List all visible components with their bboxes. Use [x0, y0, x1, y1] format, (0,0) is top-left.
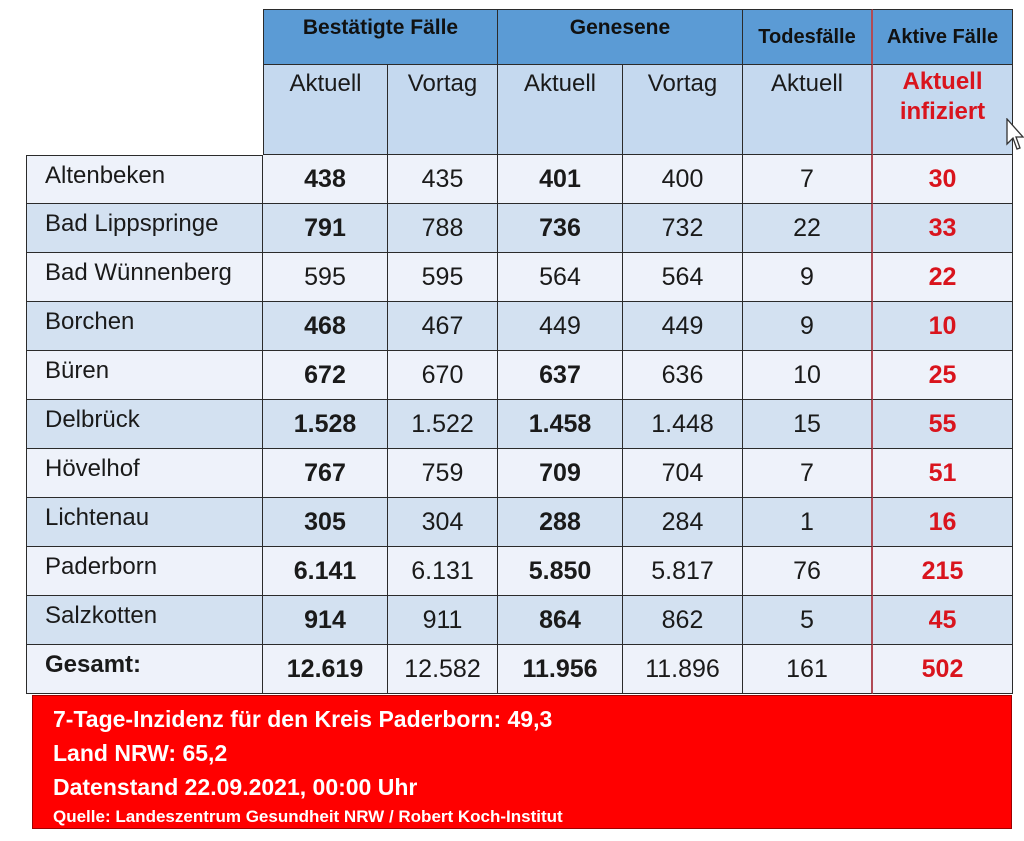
header-bestaetigte-faelle: Bestätigte Fälle: [263, 9, 498, 65]
cell-todesfaelle: 76: [743, 547, 873, 596]
cell-bestaetigt-vortag: 1.522: [388, 400, 498, 449]
cell-genesen-vortag: 449: [623, 302, 743, 351]
municipality-name: Hövelhof: [26, 449, 263, 498]
cell-aktive-faelle: 45: [873, 596, 1013, 645]
cell-bestaetigt-aktuell: 438: [263, 155, 388, 204]
cell-genesen-aktuell: 1.458: [498, 400, 623, 449]
cell-todesfaelle: 7: [743, 155, 873, 204]
municipality-name: Bad Wünnenberg: [26, 253, 263, 302]
cell-genesen-vortag: 400: [623, 155, 743, 204]
corner-blank: [26, 9, 263, 65]
cell-bestaetigt-aktuell: 305: [263, 498, 388, 547]
cell-genesen-vortag: 11.896: [623, 645, 743, 694]
corner-blank-2: [26, 65, 263, 155]
cell-genesen-aktuell: 401: [498, 155, 623, 204]
subheader-genesen-vortag: Vortag: [623, 65, 743, 155]
header-todesfaelle: Todesfälle: [743, 9, 873, 65]
subheader-aktuell-infiziert: Aktuell infiziert: [873, 65, 1013, 155]
subheader-bestaetigt-vortag: Vortag: [388, 65, 498, 155]
cell-bestaetigt-aktuell: 914: [263, 596, 388, 645]
cell-bestaetigt-aktuell: 672: [263, 351, 388, 400]
municipality-name: Bad Lippspringe: [26, 204, 263, 253]
cell-aktive-faelle: 215: [873, 547, 1013, 596]
cell-genesen-aktuell: 11.956: [498, 645, 623, 694]
cell-todesfaelle: 5: [743, 596, 873, 645]
cell-aktive-faelle: 33: [873, 204, 1013, 253]
incidence-nrw-text: Land NRW: 65,2: [53, 740, 228, 766]
cell-genesen-aktuell: 449: [498, 302, 623, 351]
municipality-name: Delbrück: [26, 400, 263, 449]
cell-todesfaelle: 15: [743, 400, 873, 449]
incidence-kreis-text: 7-Tage-Inzidenz für den Kreis Paderborn: 49,3: [53, 706, 553, 732]
cell-genesen-aktuell: 288: [498, 498, 623, 547]
cell-aktive-faelle: 10: [873, 302, 1013, 351]
subheader-tod-aktuell: Aktuell: [743, 65, 873, 155]
cell-bestaetigt-vortag: 911: [388, 596, 498, 645]
cell-genesen-aktuell: 709: [498, 449, 623, 498]
cell-bestaetigt-aktuell: 767: [263, 449, 388, 498]
cell-aktive-faelle: 51: [873, 449, 1013, 498]
cell-todesfaelle: 9: [743, 253, 873, 302]
cell-aktive-faelle: 30: [873, 155, 1013, 204]
cell-genesen-vortag: 636: [623, 351, 743, 400]
cell-aktive-faelle: 22: [873, 253, 1013, 302]
cell-bestaetigt-aktuell: 791: [263, 204, 388, 253]
cell-genesen-vortag: 704: [623, 449, 743, 498]
cell-aktive-faelle: 25: [873, 351, 1013, 400]
municipality-name: Büren: [26, 351, 263, 400]
cell-todesfaelle: 22: [743, 204, 873, 253]
cell-genesen-aktuell: 564: [498, 253, 623, 302]
municipality-name: Gesamt:: [26, 645, 263, 694]
cell-todesfaelle: 161: [743, 645, 873, 694]
cell-genesen-vortag: 732: [623, 204, 743, 253]
cell-genesen-aktuell: 5.850: [498, 547, 623, 596]
municipality-name: Lichtenau: [26, 498, 263, 547]
municipality-name: Salzkotten: [26, 596, 263, 645]
cell-bestaetigt-vortag: 759: [388, 449, 498, 498]
cell-bestaetigt-aktuell: 12.619: [263, 645, 388, 694]
cell-bestaetigt-vortag: 435: [388, 155, 498, 204]
municipality-name: Altenbeken: [26, 155, 263, 204]
covid-case-table: [26, 9, 1013, 694]
cell-aktive-faelle: 16: [873, 498, 1013, 547]
cell-bestaetigt-vortag: 595: [388, 253, 498, 302]
mouse-pointer-icon: [1006, 118, 1024, 152]
header-aktive-faelle: Aktive Fälle: [873, 9, 1013, 65]
cell-genesen-vortag: 564: [623, 253, 743, 302]
subheader-genesen-aktuell: Aktuell: [498, 65, 623, 155]
cell-genesen-vortag: 1.448: [623, 400, 743, 449]
municipality-name: Borchen: [26, 302, 263, 351]
cell-genesen-aktuell: 864: [498, 596, 623, 645]
municipality-name: Paderborn: [26, 547, 263, 596]
cell-genesen-aktuell: 736: [498, 204, 623, 253]
cell-bestaetigt-vortag: 304: [388, 498, 498, 547]
cell-bestaetigt-aktuell: 595: [263, 253, 388, 302]
cell-bestaetigt-vortag: 467: [388, 302, 498, 351]
cell-todesfaelle: 7: [743, 449, 873, 498]
cell-bestaetigt-aktuell: 6.141: [263, 547, 388, 596]
cell-bestaetigt-vortag: 788: [388, 204, 498, 253]
cell-genesen-vortag: 284: [623, 498, 743, 547]
data-date-text: Datenstand 22.09.2021, 00:00 Uhr: [53, 774, 418, 800]
cell-genesen-aktuell: 637: [498, 351, 623, 400]
cell-aktive-faelle: 55: [873, 400, 1013, 449]
cell-todesfaelle: 10: [743, 351, 873, 400]
cell-bestaetigt-vortag: 670: [388, 351, 498, 400]
cell-bestaetigt-vortag: 6.131: [388, 547, 498, 596]
source-text: Quelle: Landeszentrum Gesundheit NRW / Robert Koch-Institut: [53, 807, 563, 826]
cell-genesen-vortag: 5.817: [623, 547, 743, 596]
incidence-info-box: [32, 695, 1012, 829]
cell-bestaetigt-aktuell: 468: [263, 302, 388, 351]
header-genesene: Genesene: [498, 9, 743, 65]
cell-genesen-vortag: 862: [623, 596, 743, 645]
cell-todesfaelle: 1: [743, 498, 873, 547]
cell-aktive-faelle: 502: [873, 645, 1013, 694]
cell-bestaetigt-aktuell: 1.528: [263, 400, 388, 449]
cell-todesfaelle: 9: [743, 302, 873, 351]
cell-bestaetigt-vortag: 12.582: [388, 645, 498, 694]
subheader-bestaetigt-aktuell: Aktuell: [263, 65, 388, 155]
